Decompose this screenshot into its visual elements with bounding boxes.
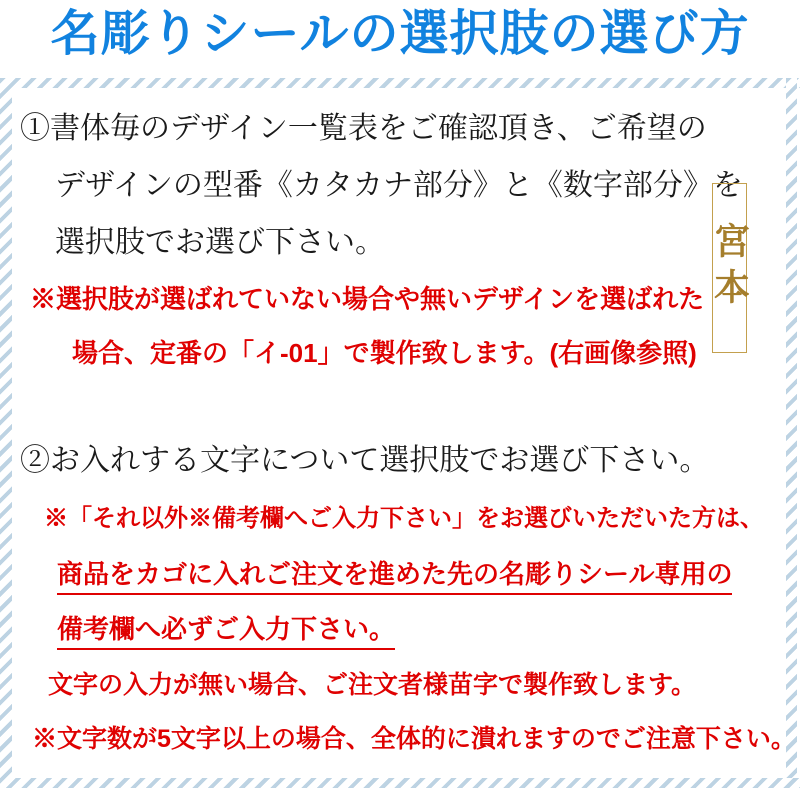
step2-final-warning: ※文字数が5文字以上の場合、全体的に潰れますのでご注意下さい。 [32, 725, 796, 753]
step1-line2: デザインの型番《カタカナ部分》と《数字部分》を [55, 169, 743, 202]
step2-note-intro: ※「それ以外※備考欄へご入力下さい」をお選びいただいた方は、 [44, 505, 764, 532]
sample-name-plate [709, 183, 750, 353]
step2-note-underline1: 商品をカゴに入れご注文を進めた先の名彫りシール専用の [57, 561, 732, 595]
step1-note-line2: 場合、定番の「イ-01」で製作致します。(右画像参照) [72, 338, 697, 368]
step2-note-underline2: 備考欄へ必ずご入力下さい。 [57, 616, 395, 650]
step1-line1: ①書体毎のデザイン一覧表をご確認頂き、ご希望の [20, 112, 707, 145]
page-title: 名彫りシールの選択肢の選び方 [50, 7, 750, 61]
striped-border-right [786, 78, 797, 788]
step1-note-line1: ※選択肢が選ばれていない場合や無いデザインを選ばれた [30, 284, 705, 314]
step1-line3: 選択肢でお選び下さい。 [55, 226, 385, 259]
step2-line1: ②お入れする文字について選択肢でお選び下さい。 [20, 444, 710, 477]
striped-border-top [0, 78, 800, 88]
sample-name-text: 宮本 [709, 222, 750, 314]
step2-note-plain: 文字の入力が無い場合、ご注文者様苗字で製作致します。 [48, 671, 697, 699]
striped-border-left [0, 78, 12, 788]
striped-border-bottom [0, 778, 800, 788]
